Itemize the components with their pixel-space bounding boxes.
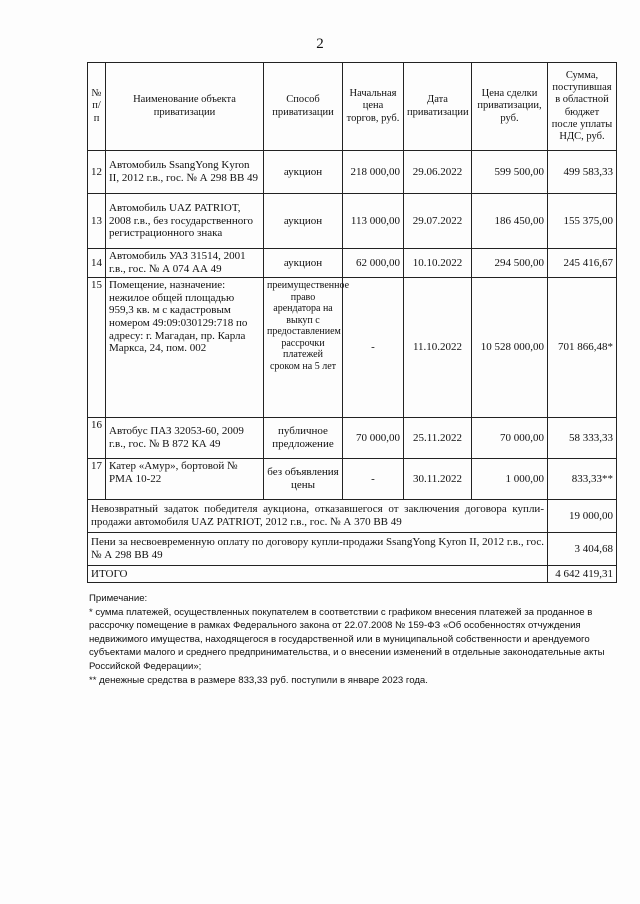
row-start-price: -	[343, 278, 404, 418]
row-method: преимущественное право арендатора на выкуп с предоставлением рассрочки платежей сроком на 5 лет	[264, 278, 343, 418]
row-deal-price: 186 450,00	[472, 194, 548, 249]
row-method: аукцион	[264, 194, 343, 249]
row-num: 13	[88, 194, 106, 249]
deposit-row	[88, 500, 617, 533]
notes-section	[89, 592, 615, 687]
row-name: Автомобиль UAZ PATRIOT, 2008 г.в., без государственного регистрационного знака	[106, 194, 264, 249]
row-deal-price: 70 000,00	[472, 418, 548, 459]
row-method: аукцион	[264, 249, 343, 278]
row-num: 14	[88, 249, 106, 278]
row-budget: 58 333,33	[548, 418, 617, 459]
row-num: 15	[88, 278, 106, 418]
row-budget: 245 416,67	[548, 249, 617, 278]
row-start-price: 218 000,00	[343, 151, 404, 194]
row-start-price: 62 000,00	[343, 249, 404, 278]
total-label: ИТОГО	[88, 566, 548, 583]
page-number: 2	[316, 36, 324, 52]
privatization-table	[87, 62, 617, 583]
row-num: 12	[88, 151, 106, 194]
row-date: 29.06.2022	[404, 151, 472, 194]
row-deal-price: 294 500,00	[472, 249, 548, 278]
row-name: Помещение, назначение: нежилое общей площадью 959,3 кв. м с кадастровым номером 49:09:030129:718 по адресу: г. Магадан, пр. Карла Маркса, 24, пом. 002	[106, 278, 264, 418]
table-row	[88, 151, 617, 194]
row-budget: 701 866,48*	[548, 278, 617, 418]
header-method: Способ приватизации	[264, 63, 343, 151]
row-num: 17	[88, 459, 106, 500]
table-row	[88, 278, 617, 418]
row-name: Автомобиль УАЗ 31514, 2001 г.в., гос. № А 074 АА 49	[106, 249, 264, 278]
total-row	[88, 566, 617, 583]
table-row	[88, 249, 617, 278]
penalty-value: 3 404,68	[548, 533, 617, 566]
row-name: Катер «Амур», бортовой № РМА 10-22	[106, 459, 264, 500]
row-start-price: 70 000,00	[343, 418, 404, 459]
row-deal-price: 599 500,00	[472, 151, 548, 194]
penalty-row	[88, 533, 617, 566]
note-item-1: * сумма платежей, осуществленных покупателем в соответствии с графиком внесения платежей за проданное в рассрочку помещение в рамках Федерального закона от 22.07.2008 № 159-ФЗ «Об особенностях отчуждения недвижимого имущества, находящегося в государственной или в муниципальной собственности и арендуемого субъектами малого и среднего предпринимательства, и о внесении изменений в отдельные законодательные акты Российской Федерации»;	[89, 606, 605, 672]
header-name: Наименование объекта приватизации	[106, 63, 264, 151]
row-deal-price: 10 528 000,00	[472, 278, 548, 418]
notes-heading: Примечание:	[89, 593, 148, 604]
row-budget: 833,33**	[548, 459, 617, 500]
header-start-price: Начальная цена торгов, руб.	[343, 63, 404, 151]
penalty-text: Пени за несвоевременную оплату по договору купли-продажи SsangYong Kyron II, 2012 г.в., гос. № А 298 ВВ 49	[88, 533, 548, 566]
row-deal-price: 1 000,00	[472, 459, 548, 500]
header-date: Дата приватизации	[404, 63, 472, 151]
note-item-2: ** денежные средства в размере 833,33 руб. поступили в январе 2023 года.	[89, 674, 428, 686]
deposit-text: Невозвратный задаток победителя аукциона, отказавшегося от заключения договора купли-продажи автомобиля UAZ PATRIOT, 2012 г.в., гос. № А 370 ВВ 49	[88, 500, 548, 533]
row-date: 11.10.2022	[404, 278, 472, 418]
table-header-row	[88, 63, 617, 151]
row-start-price: -	[343, 459, 404, 500]
row-date: 30.11.2022	[404, 459, 472, 500]
row-budget: 155 375,00	[548, 194, 617, 249]
row-num: 16	[88, 418, 106, 459]
header-num: № п/п	[88, 63, 106, 151]
row-date: 29.07.2022	[404, 194, 472, 249]
row-date: 10.10.2022	[404, 249, 472, 278]
header-deal-price: Цена сделки приватизации, руб.	[472, 63, 548, 151]
row-name: Автобус ПАЗ 32053-60, 2009 г.в., гос. № В 872 КА 49	[106, 418, 264, 459]
row-name: Автомобиль SsangYong Kyron II, 2012 г.в., гос. № А 298 ВВ 49	[106, 151, 264, 194]
row-method: аукцион	[264, 151, 343, 194]
row-start-price: 113 000,00	[343, 194, 404, 249]
row-method: без объявления цены	[264, 459, 343, 500]
row-budget: 499 583,33	[548, 151, 617, 194]
row-method: публичное предложение	[264, 418, 343, 459]
table-row	[88, 418, 617, 459]
table-row	[88, 459, 617, 500]
deposit-value: 19 000,00	[548, 500, 617, 533]
table-row	[88, 194, 617, 249]
total-value: 4 642 419,31	[548, 566, 617, 583]
header-budget: Сумма, поступившая в областной бюджет после уплаты НДС, руб.	[548, 63, 617, 151]
row-date: 25.11.2022	[404, 418, 472, 459]
